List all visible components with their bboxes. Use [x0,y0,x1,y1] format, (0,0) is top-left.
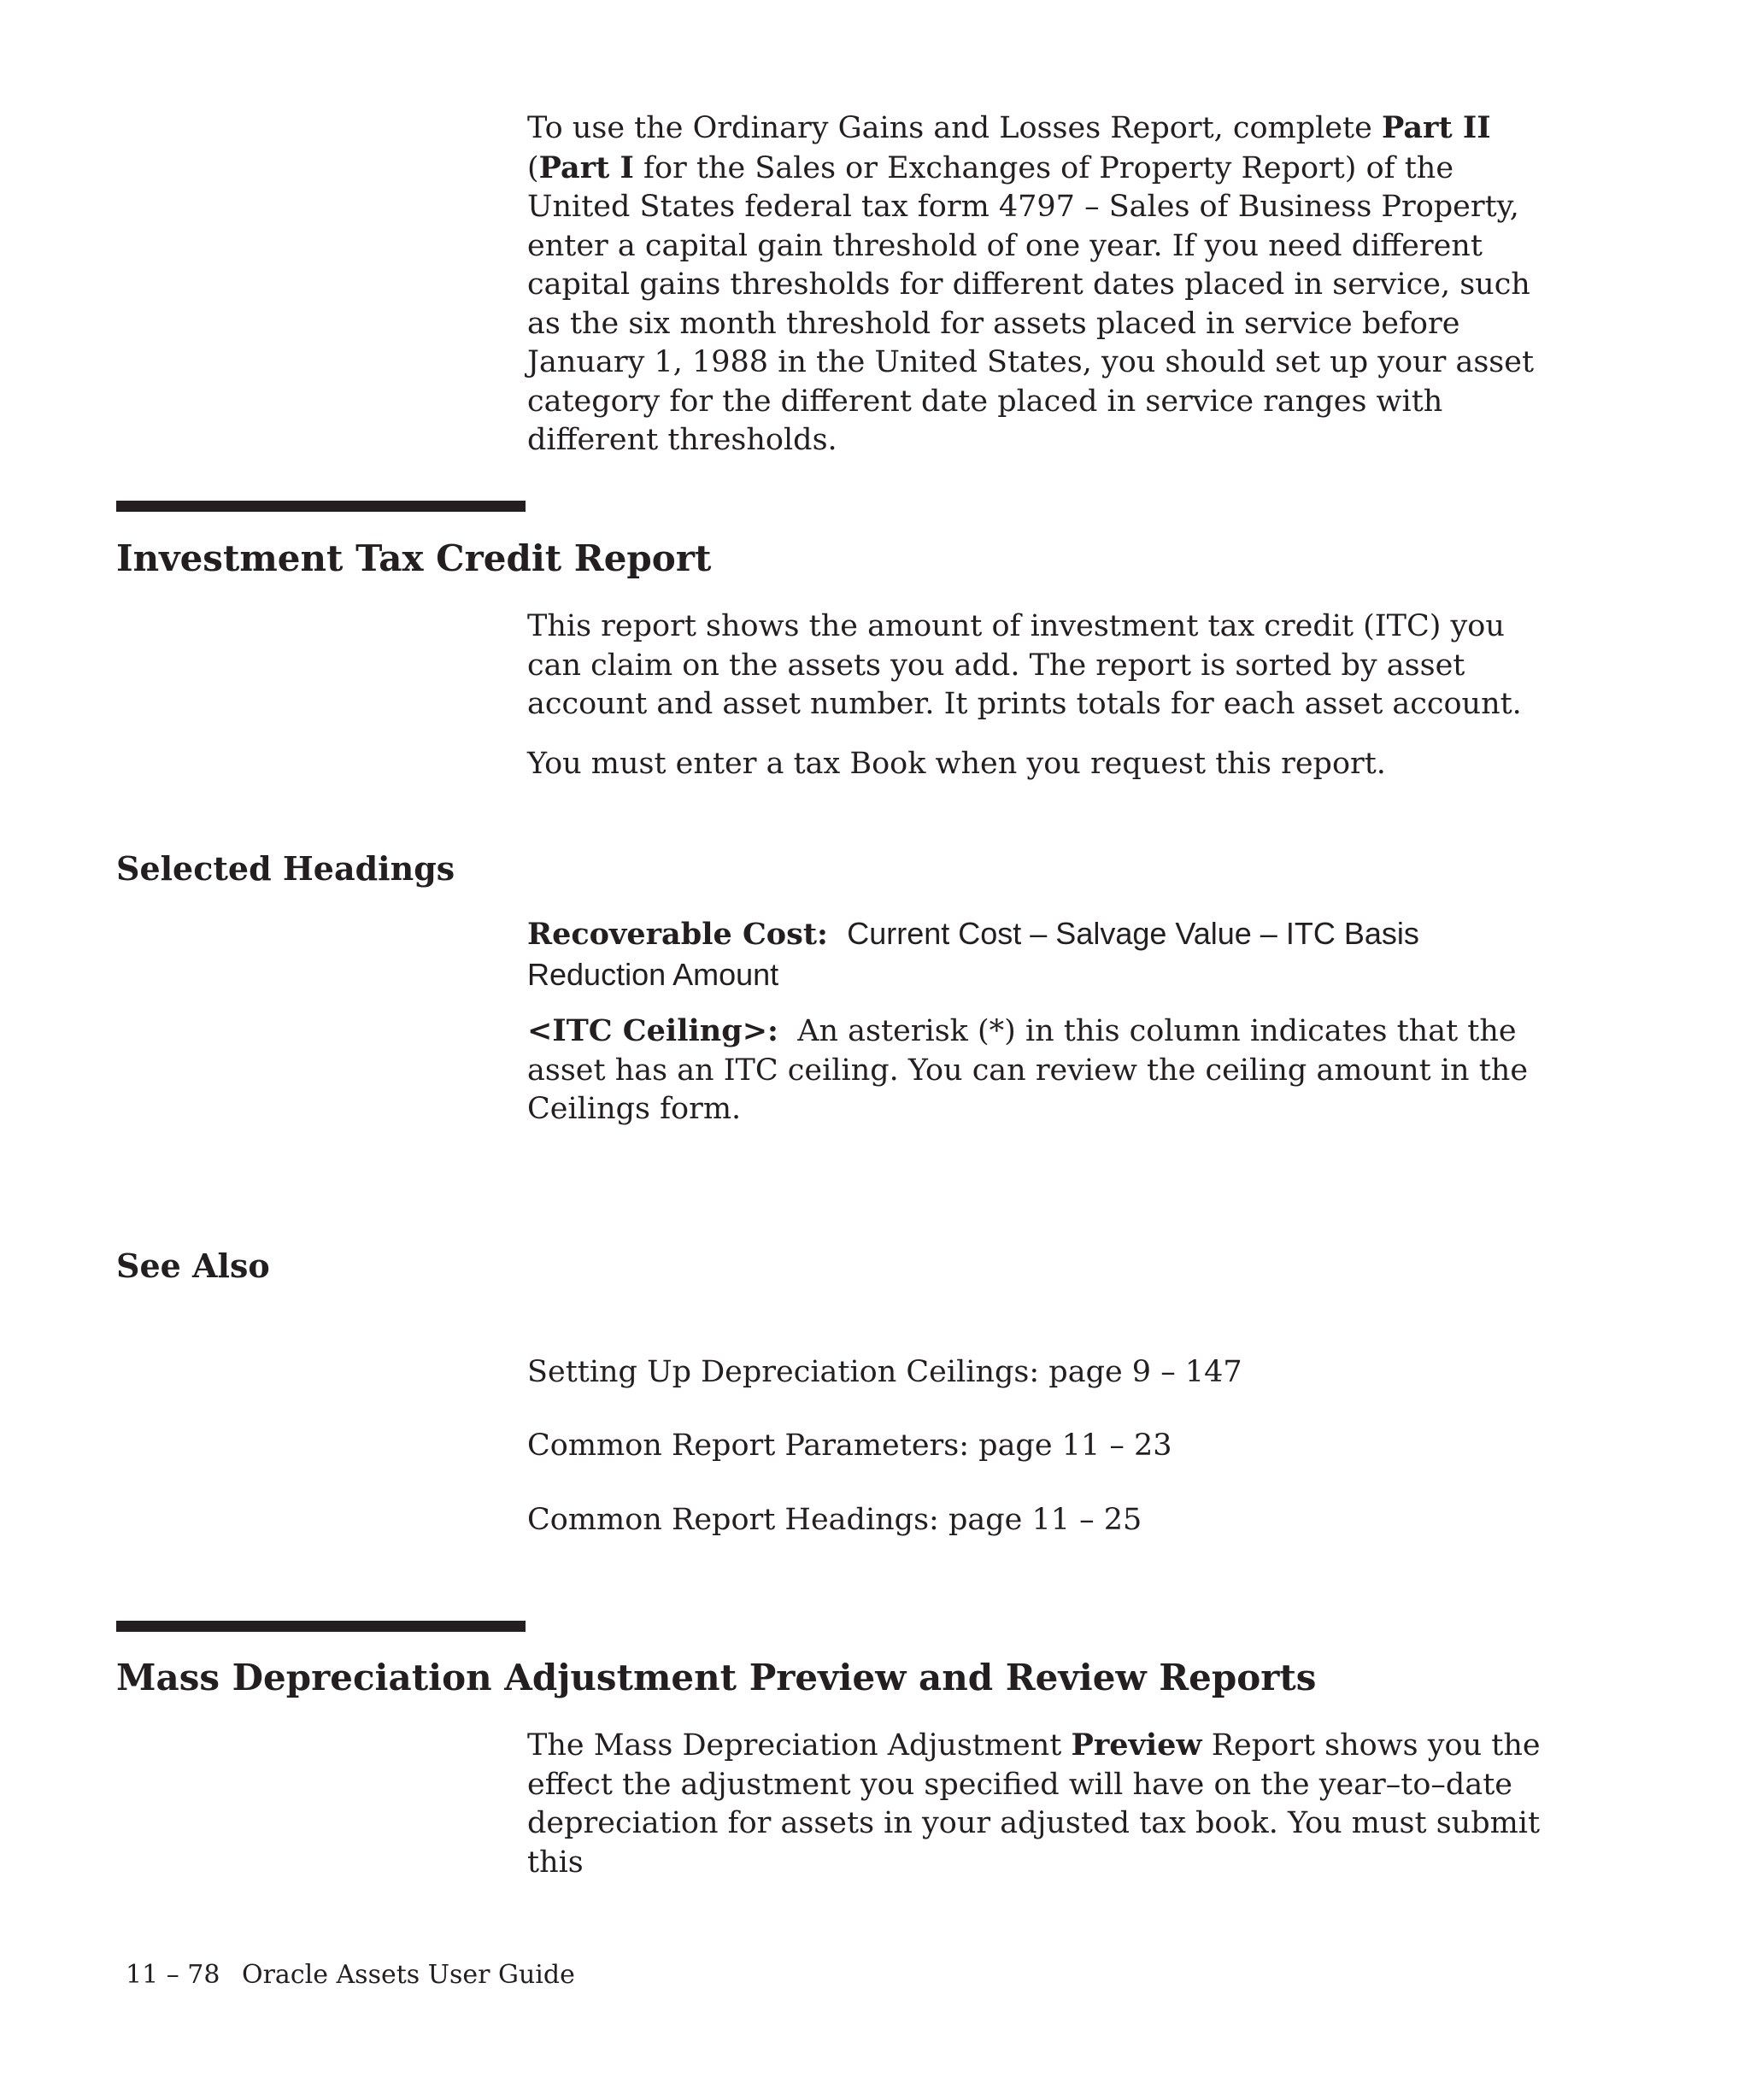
mass-bold-preview: Preview [1071,1728,1202,1763]
book-title: Oracle Assets User Guide [242,1960,575,1990]
section-heading-itc: Investment Tax Credit Report [116,537,712,579]
intro-paragraph [527,109,1565,460]
see-also-link[interactable]: Setting Up Depreciation Ceilings: page 9 – 147 [527,1355,1242,1389]
intro-bold-part-i: Part I [538,150,634,185]
intro-text-a: To use the Ordinary Gains and Losses Report, complete [527,111,1382,145]
page-number: 11 – 78 [126,1960,220,1990]
heading-definition-itc-ceiling [527,1012,1565,1129]
page-footer [126,1958,575,1992]
definition-text: Current Cost – Salvage Value – ITC Basis Reduction Amount [527,916,1419,992]
intro-text-c: for the Sales or Exchanges of Property Report) of the United States federal tax form 4797 – Sales of Business Property, enter a capital gain threshold of one year. If you need different capital gains thresholds for different dates placed in service, such as the six month threshold for assets placed in service before January 1, 1988 in the United States, you should set up your asset category for the different date placed in service ranges with different thresholds. [527,150,1535,457]
intro-text-b: ( [527,150,539,185]
definition-term: Recoverable Cost: [527,917,828,952]
section-heading-mass-depreciation: Mass Depreciation Adjustment Preview and Review Reports [116,1657,1317,1698]
see-also-link[interactable]: Common Report Parameters: page 11 – 23 [527,1428,1172,1463]
mass-text-a: The Mass Depreciation Adjustment [527,1728,1072,1763]
itc-paragraph-2: You must enter a tax Book when you request this report. [527,747,1386,781]
mass-text-b: Report shows you the effect the adjustment you specified will have on the year–to–date depreciation for assets in your adjusted tax book. You must submit this [527,1728,1541,1880]
section-rule [116,1621,526,1632]
intro-bold-part-ii: Part II [1381,110,1491,145]
see-also-link[interactable]: Common Report Headings: page 11 – 25 [527,1503,1142,1537]
mass-paragraph [527,1726,1565,1882]
itc-paragraph-1: This report shows the amount of investment tax credit (ITC) you can claim on the assets you add. The report is sorted by asset account and asset number. It prints totals for each asset account. [527,609,1522,721]
definition-term: <ITC Ceiling>: [527,1013,778,1048]
definition-text: An asterisk (*) in this column indicates that the asset has an ITC ceiling. You can review the ceiling amount in the Ceilings form. [527,1014,1529,1126]
section-rule [116,501,526,512]
heading-definition-recoverable-cost [527,914,1565,995]
see-also-title: See Also [116,1247,270,1285]
selected-headings-title: Selected Headings [116,849,455,888]
